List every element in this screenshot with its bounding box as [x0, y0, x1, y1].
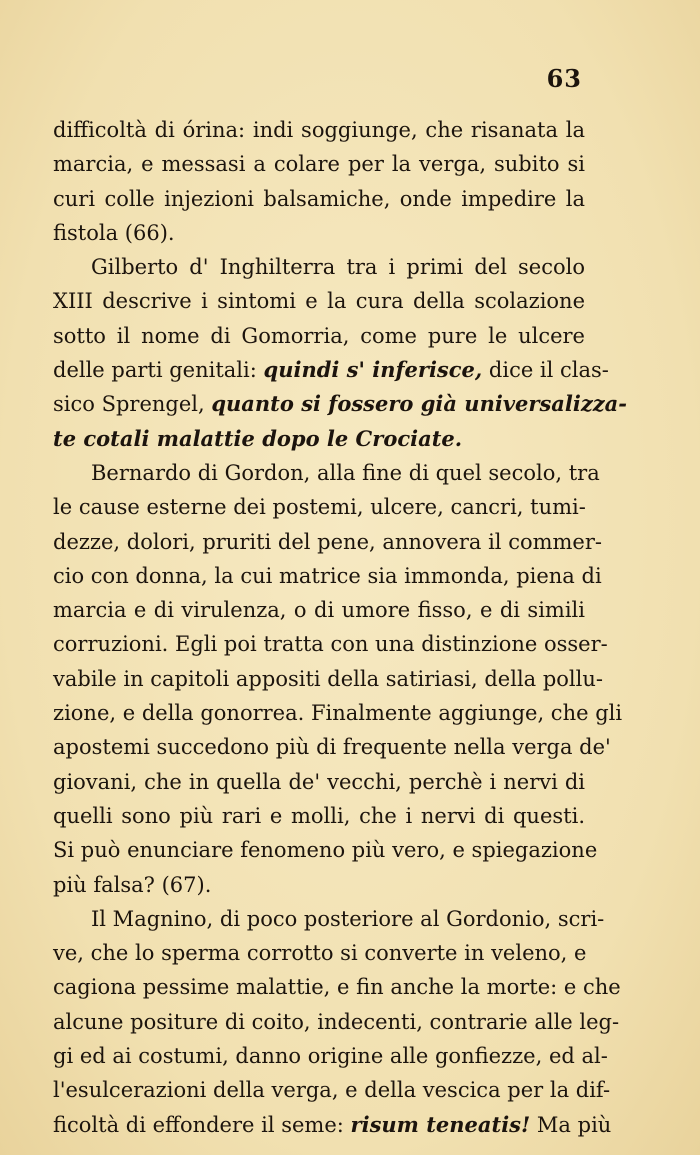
text-line: le cause esterne dei postemi, ulcere, cancri, tumi-	[53, 495, 586, 520]
text-line: Il Magnino, di poco posteriore al Gordonio, scri-	[91, 906, 605, 931]
text-line: alcune positure di coito, indecenti, contrarie alle leg-	[53, 1009, 620, 1034]
text-line: cagiona pessime malattie, e fin anche la morte: e che	[53, 975, 621, 1000]
text-line	[53, 422, 585, 456]
text-line: Bernardo di Gordon, alla fine di quel secolo, tra	[91, 460, 600, 485]
text-line: gi ed ai costumi, danno origine alle gonfiezze, ed al-	[53, 1044, 608, 1069]
text-line: fistola (66).	[53, 220, 175, 245]
italic-quote: quindi s' inferisce,	[263, 357, 483, 383]
text-line: marcia e di virulenza, o di umore fisso, e di simili	[53, 598, 585, 623]
text-line: vabile in capitoli appositi della satiriasi, della pollu-	[53, 666, 603, 691]
body-text	[53, 113, 628, 1142]
text-segment: dice il clas-	[488, 358, 609, 383]
page-number: 63	[546, 64, 582, 93]
text-segment: sico Sprengel,	[53, 392, 205, 417]
text-line: curi colle injezioni balsamiche, onde impedire la	[53, 186, 585, 211]
text-line: più falsa? (67).	[53, 872, 212, 897]
text-line	[53, 387, 628, 421]
text-line: zione, e della gonorrea. Finalmente aggiunge, che gli	[53, 701, 623, 726]
text-line	[53, 353, 609, 387]
text-line: Si può enunciare fenomeno più vero, e spiegazione	[53, 838, 598, 863]
text-line: giovani, che in quella de' vecchi, perchè i nervi di	[53, 769, 585, 794]
text-segment: Ma più	[536, 1112, 612, 1137]
text-line: quelli sono più rari e molli, che i nervi di questi.	[53, 803, 585, 828]
text-segment: ficoltà di effondere il seme:	[53, 1112, 344, 1137]
text-line: marcia, e messasi a colare per la verga, subito si	[53, 152, 585, 177]
text-line: XIII descrive i sintomi e la cura della scolazione	[53, 289, 585, 314]
italic-quote: risum teneatis!	[350, 1111, 531, 1137]
text-line: ve, che lo sperma corrotto si converte in veleno, e	[53, 941, 587, 966]
text-line: cio con donna, la cui matrice sia immonda, piena di	[53, 563, 602, 588]
text-line: Gilberto d' Inghilterra tra i primi del secolo	[91, 255, 585, 280]
text-line: difficoltà di órina: indi soggiunge, che risanata la	[53, 118, 585, 142]
italic-quote: te cotali malattie dopo le Crociate.	[53, 425, 463, 451]
text-line: sotto il nome di Gomorria, come pure le ulcere	[53, 323, 585, 348]
text-line: dezze, dolori, pruriti del pene, annovera il commer-	[53, 529, 602, 554]
text-line: apostemi succedono più di frequente nella verga de'	[53, 735, 611, 760]
italic-quote: quanto si fossero già universalizza-	[211, 391, 628, 417]
text-line: l'esulcerazioni della verga, e della vescica per la dif-	[53, 1078, 611, 1103]
text-line: corruzioni. Egli poi tratta con una distinzione osser-	[53, 632, 608, 657]
text-line	[53, 1108, 612, 1142]
text-segment: delle parti genitali:	[53, 358, 257, 383]
